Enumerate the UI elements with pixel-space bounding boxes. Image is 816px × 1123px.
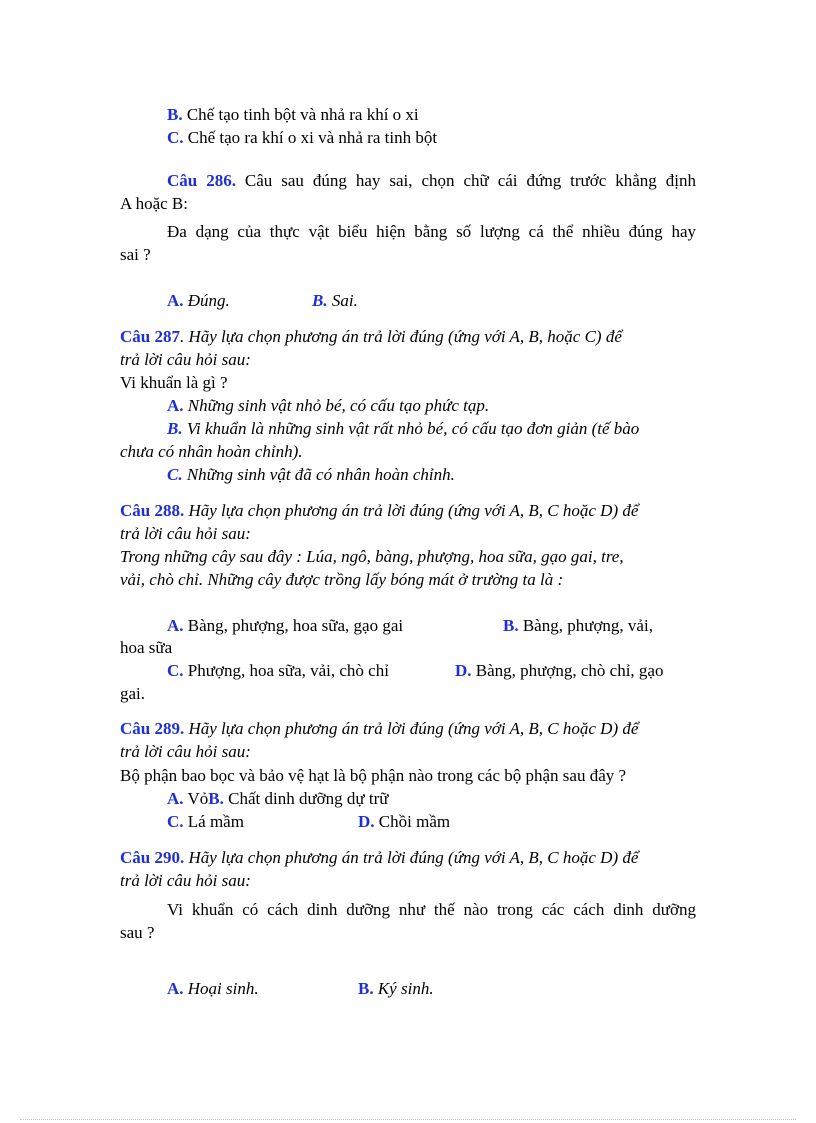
option-text: Chồi mầm xyxy=(374,812,451,831)
option-text: Những sinh vật nhỏ bé, có cấu tạo phức tạp. xyxy=(183,396,490,415)
question-290-text-cont: sau ? xyxy=(120,923,155,942)
option-c xyxy=(167,127,437,149)
option-letter: B. xyxy=(312,291,328,310)
question-286-stem-cont: A hoặc B: xyxy=(120,194,188,213)
option-b xyxy=(358,978,434,1000)
option-letter: C. xyxy=(167,661,184,680)
option-text: Bàng, phượng, chò chỉ, gạo xyxy=(471,661,664,680)
question-287-instruction xyxy=(120,326,622,348)
option-text: Chế tạo ra khí o xi và nhả ra tinh bột xyxy=(183,128,438,147)
option-letter: B. xyxy=(358,979,374,998)
option-letter: B. xyxy=(208,789,224,808)
question-label: Câu 287 xyxy=(120,327,180,346)
question-label: Câu 288. xyxy=(120,501,185,520)
option-letter: B. xyxy=(503,616,519,635)
option-text: Ký sinh. xyxy=(373,979,434,998)
option-b xyxy=(503,615,653,637)
option-b xyxy=(312,290,358,312)
option-text: Phượng, hoa sữa, vải, chò chỉ xyxy=(183,661,389,680)
option-d xyxy=(358,811,450,833)
option-a xyxy=(167,978,259,1000)
option-letter: C. xyxy=(167,128,184,147)
option-d xyxy=(455,660,663,682)
option-letter: C. xyxy=(167,465,183,484)
option-letter: D. xyxy=(358,812,375,831)
question-289-instruction-cont: trả lời câu hỏi sau: xyxy=(120,742,251,761)
option-a xyxy=(167,615,403,637)
option-text: Chất dinh dưỡng dự trữ xyxy=(223,789,389,808)
question-288-instruction xyxy=(120,500,638,522)
option-letter: A. xyxy=(167,396,184,415)
option-letter: C. xyxy=(167,812,184,831)
question-instruction: Hãy lựa chọn phương án trả lời đúng (ứng với A, B, C hoặc D) để xyxy=(184,848,639,867)
option-c xyxy=(167,660,389,682)
question-290-instruction-cont: trả lời câu hỏi sau: xyxy=(120,871,251,890)
option-d-cont: gai. xyxy=(120,684,146,703)
option-b-cont: hoa sữa xyxy=(120,638,173,657)
question-287-text: Vi khuẩn là gì ? xyxy=(120,373,228,392)
option-text: Những sinh vật đã có nhân hoàn chỉnh. xyxy=(182,465,455,484)
option-b-cont: chưa có nhân hoàn chỉnh). xyxy=(120,442,303,461)
question-288-text: Trong những cây sau đây : Lúa, ngô, bàng, phượng, hoa sữa, gạo gai, tre, xyxy=(120,547,624,566)
question-stem: Câu sau đúng hay sai, chọn chữ cái đứng trước khẳng định xyxy=(235,171,696,190)
option-a xyxy=(167,395,489,417)
page-bottom-divider xyxy=(20,1119,796,1120)
option-text: Lá mầm xyxy=(183,812,244,831)
option-a-b xyxy=(167,788,388,810)
option-text: Vỏ xyxy=(183,789,209,808)
option-c xyxy=(167,811,244,833)
question-287-instruction-cont: trả lời câu hỏi sau: xyxy=(120,350,251,369)
option-letter: B. xyxy=(167,105,183,124)
option-text: Bàng, phượng, hoa sữa, gạo gai xyxy=(183,616,404,635)
option-letter: D. xyxy=(455,661,472,680)
question-instruction: Hãy lựa chọn phương án trả lời đúng (ứng với A, B, C hoặc D) để xyxy=(184,719,639,738)
option-letter: B. xyxy=(167,419,183,438)
option-b xyxy=(167,418,639,440)
question-instruction: . Hãy lựa chọn phương án trả lời đúng (ứng với A, B, hoặc C) để xyxy=(179,327,622,346)
question-288-instruction-cont: trả lời câu hỏi sau: xyxy=(120,524,251,543)
option-text: Sai. xyxy=(327,291,358,310)
question-286-statement: Đa dạng của thực vật biểu hiện bằng số lượng cá thể nhiều đúng hay xyxy=(167,222,696,241)
option-a xyxy=(167,290,230,312)
option-letter: A. xyxy=(167,616,184,635)
option-c xyxy=(167,464,455,486)
option-text: Chế tạo tinh bột và nhả ra khí o xi xyxy=(182,105,419,124)
question-289-instruction xyxy=(120,718,638,740)
question-288-text-cont: vải, chò chỉ. Những cây được trồng lấy bóng mát ở trường ta là : xyxy=(120,570,564,589)
question-label: Câu 289. xyxy=(120,719,185,738)
question-label: Câu 290. xyxy=(120,848,185,867)
question-instruction: Hãy lựa chọn phương án trả lời đúng (ứng với A, B, C hoặc D) để xyxy=(184,501,639,520)
option-text: Bàng, phượng, vải, xyxy=(518,616,653,635)
option-letter: A. xyxy=(167,979,184,998)
option-letter: A. xyxy=(167,789,184,808)
option-text: Hoại sinh. xyxy=(183,979,259,998)
question-286-stem xyxy=(120,170,696,192)
question-286-statement-cont: sai ? xyxy=(120,245,151,264)
question-290-text: Vi khuẩn có cách dinh dưỡng như thế nào trong các cách dinh dưỡng xyxy=(167,900,696,919)
option-b xyxy=(167,104,419,126)
option-text: Vi khuẩn là những sinh vật rất nhỏ bé, có cấu tạo đơn giản (tế bào xyxy=(182,419,640,438)
question-289-text: Bộ phận bao bọc và bảo vệ hạt là bộ phận nào trong các bộ phận sau đây ? xyxy=(120,766,627,785)
question-label: Câu 286. xyxy=(167,171,236,190)
option-text: Đúng. xyxy=(183,291,230,310)
option-letter: A. xyxy=(167,291,184,310)
question-290-instruction xyxy=(120,847,638,869)
